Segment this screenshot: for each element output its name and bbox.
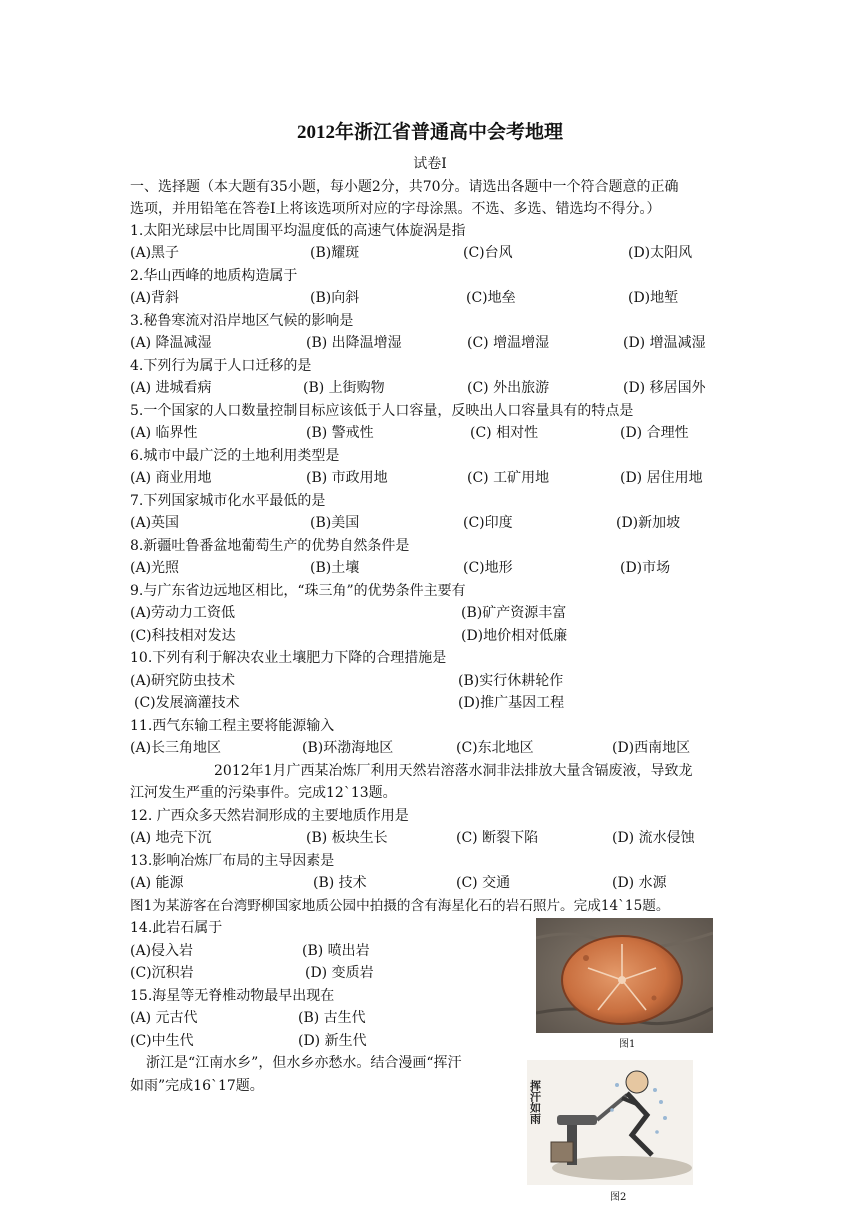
q9-option-b: (B)矿产资源丰富 xyxy=(461,605,567,621)
question-5-stem: 5.一个国家的人口数量控制目标应该低于人口容量，反映出人口容量具有的特点是 xyxy=(130,403,634,419)
q12-option-a: (A) 地壳下沉 xyxy=(130,830,212,846)
instructions-line-2: 选项，并用铅笔在答卷I上将该选项所对应的字母涂黑。不选、多选、错选均不得分。） xyxy=(130,201,661,217)
figure-1-starfish-fossil-photo xyxy=(536,918,713,1033)
page-title: 2012年浙江省普通高中会考地理 xyxy=(296,122,563,143)
figure-2-cartoon-sweating-man-at-pump xyxy=(527,1060,693,1185)
q5-option-a: (A) 临界性 xyxy=(130,425,198,441)
q3-option-a: (A) 降温减湿 xyxy=(130,335,212,351)
exam-part-label: 试卷I xyxy=(413,156,447,172)
q14-option-b: (B) 喷出岩 xyxy=(302,943,370,959)
q15-option-b: (B) 古生代 xyxy=(298,1010,366,1026)
q4-option-d: (D) 移居国外 xyxy=(623,380,706,396)
q11-option-d: (D)西南地区 xyxy=(612,740,691,756)
q2-option-a: (A)背斜 xyxy=(130,290,180,306)
q10-option-a: (A)研究防虫技术 xyxy=(130,673,236,689)
q14-option-a: (A)侵入岩 xyxy=(130,943,194,959)
q12-option-c: (C) 断裂下陷 xyxy=(456,830,539,846)
q13-option-d: (D) 水源 xyxy=(612,875,667,891)
q3-option-c: (C) 增温增湿 xyxy=(467,335,550,351)
q11-option-b: (B)环渤海地区 xyxy=(302,740,394,756)
question-14-stem: 14.此岩石属于 xyxy=(130,920,223,936)
question-1-stem: 1.太阳光球层中比周围平均温度低的高速气体旋涡是指 xyxy=(130,223,466,239)
q5-option-c: (C) 相对性 xyxy=(470,425,539,441)
q3-option-d: (D) 增温减湿 xyxy=(623,335,706,351)
passage-16-17-line-2: 如雨”完成16`17题。 xyxy=(130,1078,264,1094)
figure-1-caption: 图1 xyxy=(619,1039,636,1050)
q13-option-c: (C) 交通 xyxy=(456,875,511,891)
q4-option-c: (C) 外出旅游 xyxy=(467,380,550,396)
q12-option-d: (D) 流水侵蚀 xyxy=(612,830,695,846)
question-10-stem: 10.下列有利于解决农业土壤肥力下降的合理措施是 xyxy=(130,650,447,666)
q4-option-b: (B) 上街购物 xyxy=(303,380,385,396)
q8-option-d: (D)市场 xyxy=(620,560,671,576)
q1-option-c: (C)台风 xyxy=(463,245,513,261)
q1-option-a: (A)黑子 xyxy=(130,245,180,261)
q10-option-b: (B)实行休耕轮作 xyxy=(458,673,564,689)
q10-option-d: (D)推广基因工程 xyxy=(458,695,565,711)
passage-12-13-line-1: 2012年1月广西某冶炼厂利用天然岩溶落水洞非法排放大量含镉废液，导致龙 xyxy=(214,763,693,779)
question-15-stem: 15.海星等无脊椎动物最早出现在 xyxy=(130,988,335,1004)
q15-option-d: (D) 新生代 xyxy=(298,1033,367,1049)
question-6-stem: 6.城市中最广泛的土地利用类型是 xyxy=(130,448,340,464)
q7-option-a: (A)英国 xyxy=(130,515,180,531)
q15-option-c: (C)中生代 xyxy=(130,1033,194,1049)
q14-option-c: (C)沉积岩 xyxy=(130,965,194,981)
q13-option-b: (B) 技术 xyxy=(313,875,367,891)
q6-option-b: (B) 市政用地 xyxy=(306,470,388,486)
svg-text:挥汗如雨: 挥汗如雨 xyxy=(528,1080,542,1124)
q6-option-a: (A) 商业用地 xyxy=(130,470,212,486)
q2-option-d: (D)地堑 xyxy=(628,290,679,306)
question-11-stem: 11.西气东输工程主要将能源输入 xyxy=(130,718,335,734)
q5-option-b: (B) 警戒性 xyxy=(306,425,374,441)
q6-option-d: (D) 居住用地 xyxy=(620,470,703,486)
q4-option-a: (A) 进城看病 xyxy=(130,380,212,396)
question-9-stem: 9.与广东省边远地区相比，“珠三角”的优势条件主要有 xyxy=(130,583,466,599)
q11-option-a: (A)长三角地区 xyxy=(130,740,222,756)
q7-option-c: (C)印度 xyxy=(463,515,513,531)
q12-option-b: (B) 板块生长 xyxy=(306,830,388,846)
q10-option-c: (C)发展滴灌技术 xyxy=(134,695,240,711)
passage-16-17-line-1: 浙江是“江南水乡”，但水乡亦愁水。结合漫画“挥汗 xyxy=(146,1055,462,1071)
q7-option-d: (D)新加坡 xyxy=(616,515,681,531)
q8-option-a: (A)光照 xyxy=(130,560,180,576)
question-13-stem: 13.影响冶炼厂布局的主导因素是 xyxy=(130,853,335,869)
passage-14-15: 图1为某游客在台湾野柳国家地质公园中拍摄的含有海星化石的岩石照片。完成14`15题。 xyxy=(130,898,670,914)
q6-option-c: (C) 工矿用地 xyxy=(467,470,550,486)
question-2-stem: 2.华山西峰的地质构造属于 xyxy=(130,268,298,284)
q8-option-b: (B)土壤 xyxy=(310,560,360,576)
q2-option-b: (B)向斜 xyxy=(310,290,360,306)
q3-option-b: (B) 出降温增湿 xyxy=(306,335,402,351)
figure-2-caption: 图2 xyxy=(610,1192,627,1203)
question-7-stem: 7.下列国家城市化水平最低的是 xyxy=(130,493,326,509)
q1-option-b: (B)耀斑 xyxy=(310,245,360,261)
q15-option-a: (A) 元古代 xyxy=(130,1010,198,1026)
q11-option-c: (C)东北地区 xyxy=(456,740,534,756)
q13-option-a: (A) 能源 xyxy=(130,875,184,891)
q1-option-d: (D)太阳风 xyxy=(628,245,693,261)
question-12-stem: 12. 广西众多天然岩洞形成的主要地质作用是 xyxy=(130,808,409,824)
q5-option-d: (D) 合理性 xyxy=(620,425,689,441)
q14-option-d: (D) 变质岩 xyxy=(305,965,374,981)
question-3-stem: 3.秘鲁寒流对沿岸地区气候的影响是 xyxy=(130,313,354,329)
question-8-stem: 8.新疆吐鲁番盆地葡萄生产的优势自然条件是 xyxy=(130,538,410,554)
passage-12-13-line-2: 江河发生严重的污染事件。完成12`13题。 xyxy=(130,785,397,801)
instructions-line-1: 一、选择题（本大题有35小题，每小题2分，共70分。请选出各题中一个符合题意的正确 xyxy=(130,179,679,195)
q7-option-b: (B)美国 xyxy=(310,515,360,531)
q8-option-c: (C)地形 xyxy=(463,560,513,576)
q9-option-d: (D)地价相对低廉 xyxy=(461,628,568,644)
q9-option-a: (A)劳动力工资低 xyxy=(130,605,236,621)
q9-option-c: (C)科技相对发达 xyxy=(130,628,236,644)
question-4-stem: 4.下列行为属于人口迁移的是 xyxy=(130,358,312,374)
q2-option-c: (C)地垒 xyxy=(466,290,516,306)
